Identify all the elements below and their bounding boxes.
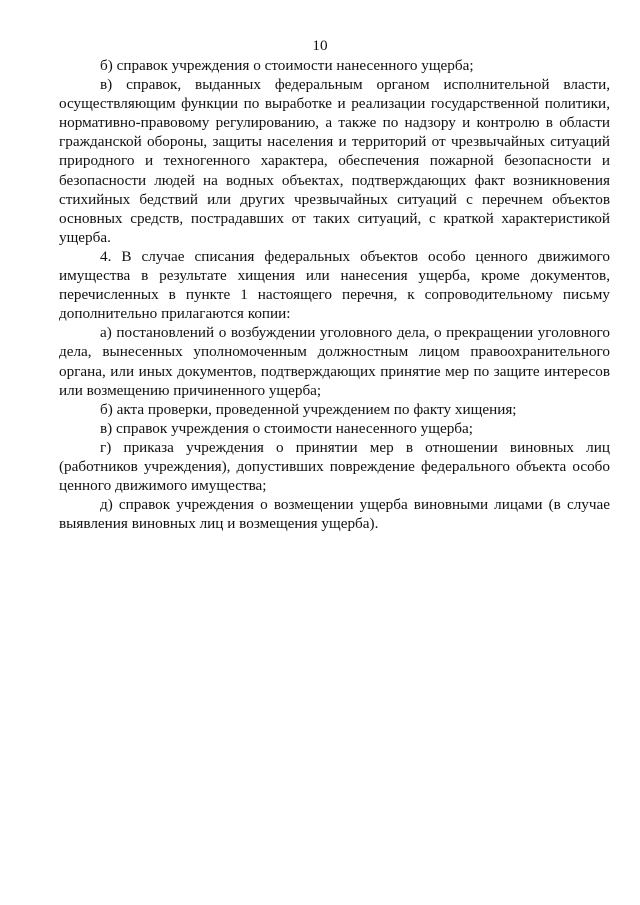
paragraph-v-emergency-authority-certificates: в) справок, выданных федеральным органом исполнительной власти, осуществляющим функции по выработке и реализации государственной политики, нормативно-правовому регулированию, а также по надзору и контролю в области гражданской обороны, защиты населения и территорий от чрезвычайных ситуаций природного и техногенного характера, обеспечения пожарной безопасности и безопасности людей на водных объектах, подтверждающих факт возникновения стихийных бедствий или других чрезвычайных ситуаций с перечнем объектов основных средств, пострадавших от таких ситуаций, с краткой характеристикой ущерба. (59, 76, 610, 246)
paragraph-g-order-on-guilty-persons: г) приказа учреждения о принятии мер в отношении виновных лиц (работников учреждения), допустивших повреждение федерального объекта особо ценного движимого имущества; (59, 438, 610, 495)
paragraph-a-criminal-case-resolutions: а) постановлений о возбуждении уголовного дела, о прекращении уголовного дела, вынесенных уполномоченным должностным лицом правоохранительного органа, или иных документов, подтверждающих принятие мер по защите интересов или возмещению причиненного ущерба; (59, 324, 610, 399)
document-body (59, 56, 610, 533)
paragraph-b-inspection-act: б) акта проверки, проведенной учреждением по факту хищения; (100, 400, 517, 418)
page-number: 10 (312, 37, 328, 54)
paragraph-4-theft-or-damage-writeoff: 4. В случае списания федеральных объектов особо ценного движимого имущества в результате хищения или нанесения ущерба, кроме документов, перечисленных в пункте 1 настоящего перечня, к сопроводительному письму дополнительно прилагаются копии: (59, 247, 610, 323)
paragraph-b-damage-cost-certificates: б) справок учреждения о стоимости нанесенного ущерба; (100, 57, 474, 74)
paragraph-d-damage-compensation-certificates: д) справок учреждения о возмещении ущерба виновными лицами (в случае выявления виновных лиц и возмещения ущерба). (59, 496, 610, 533)
paragraph-v-damage-cost-certificates: в) справок учреждения о стоимости нанесенного ущерба; (100, 419, 473, 437)
